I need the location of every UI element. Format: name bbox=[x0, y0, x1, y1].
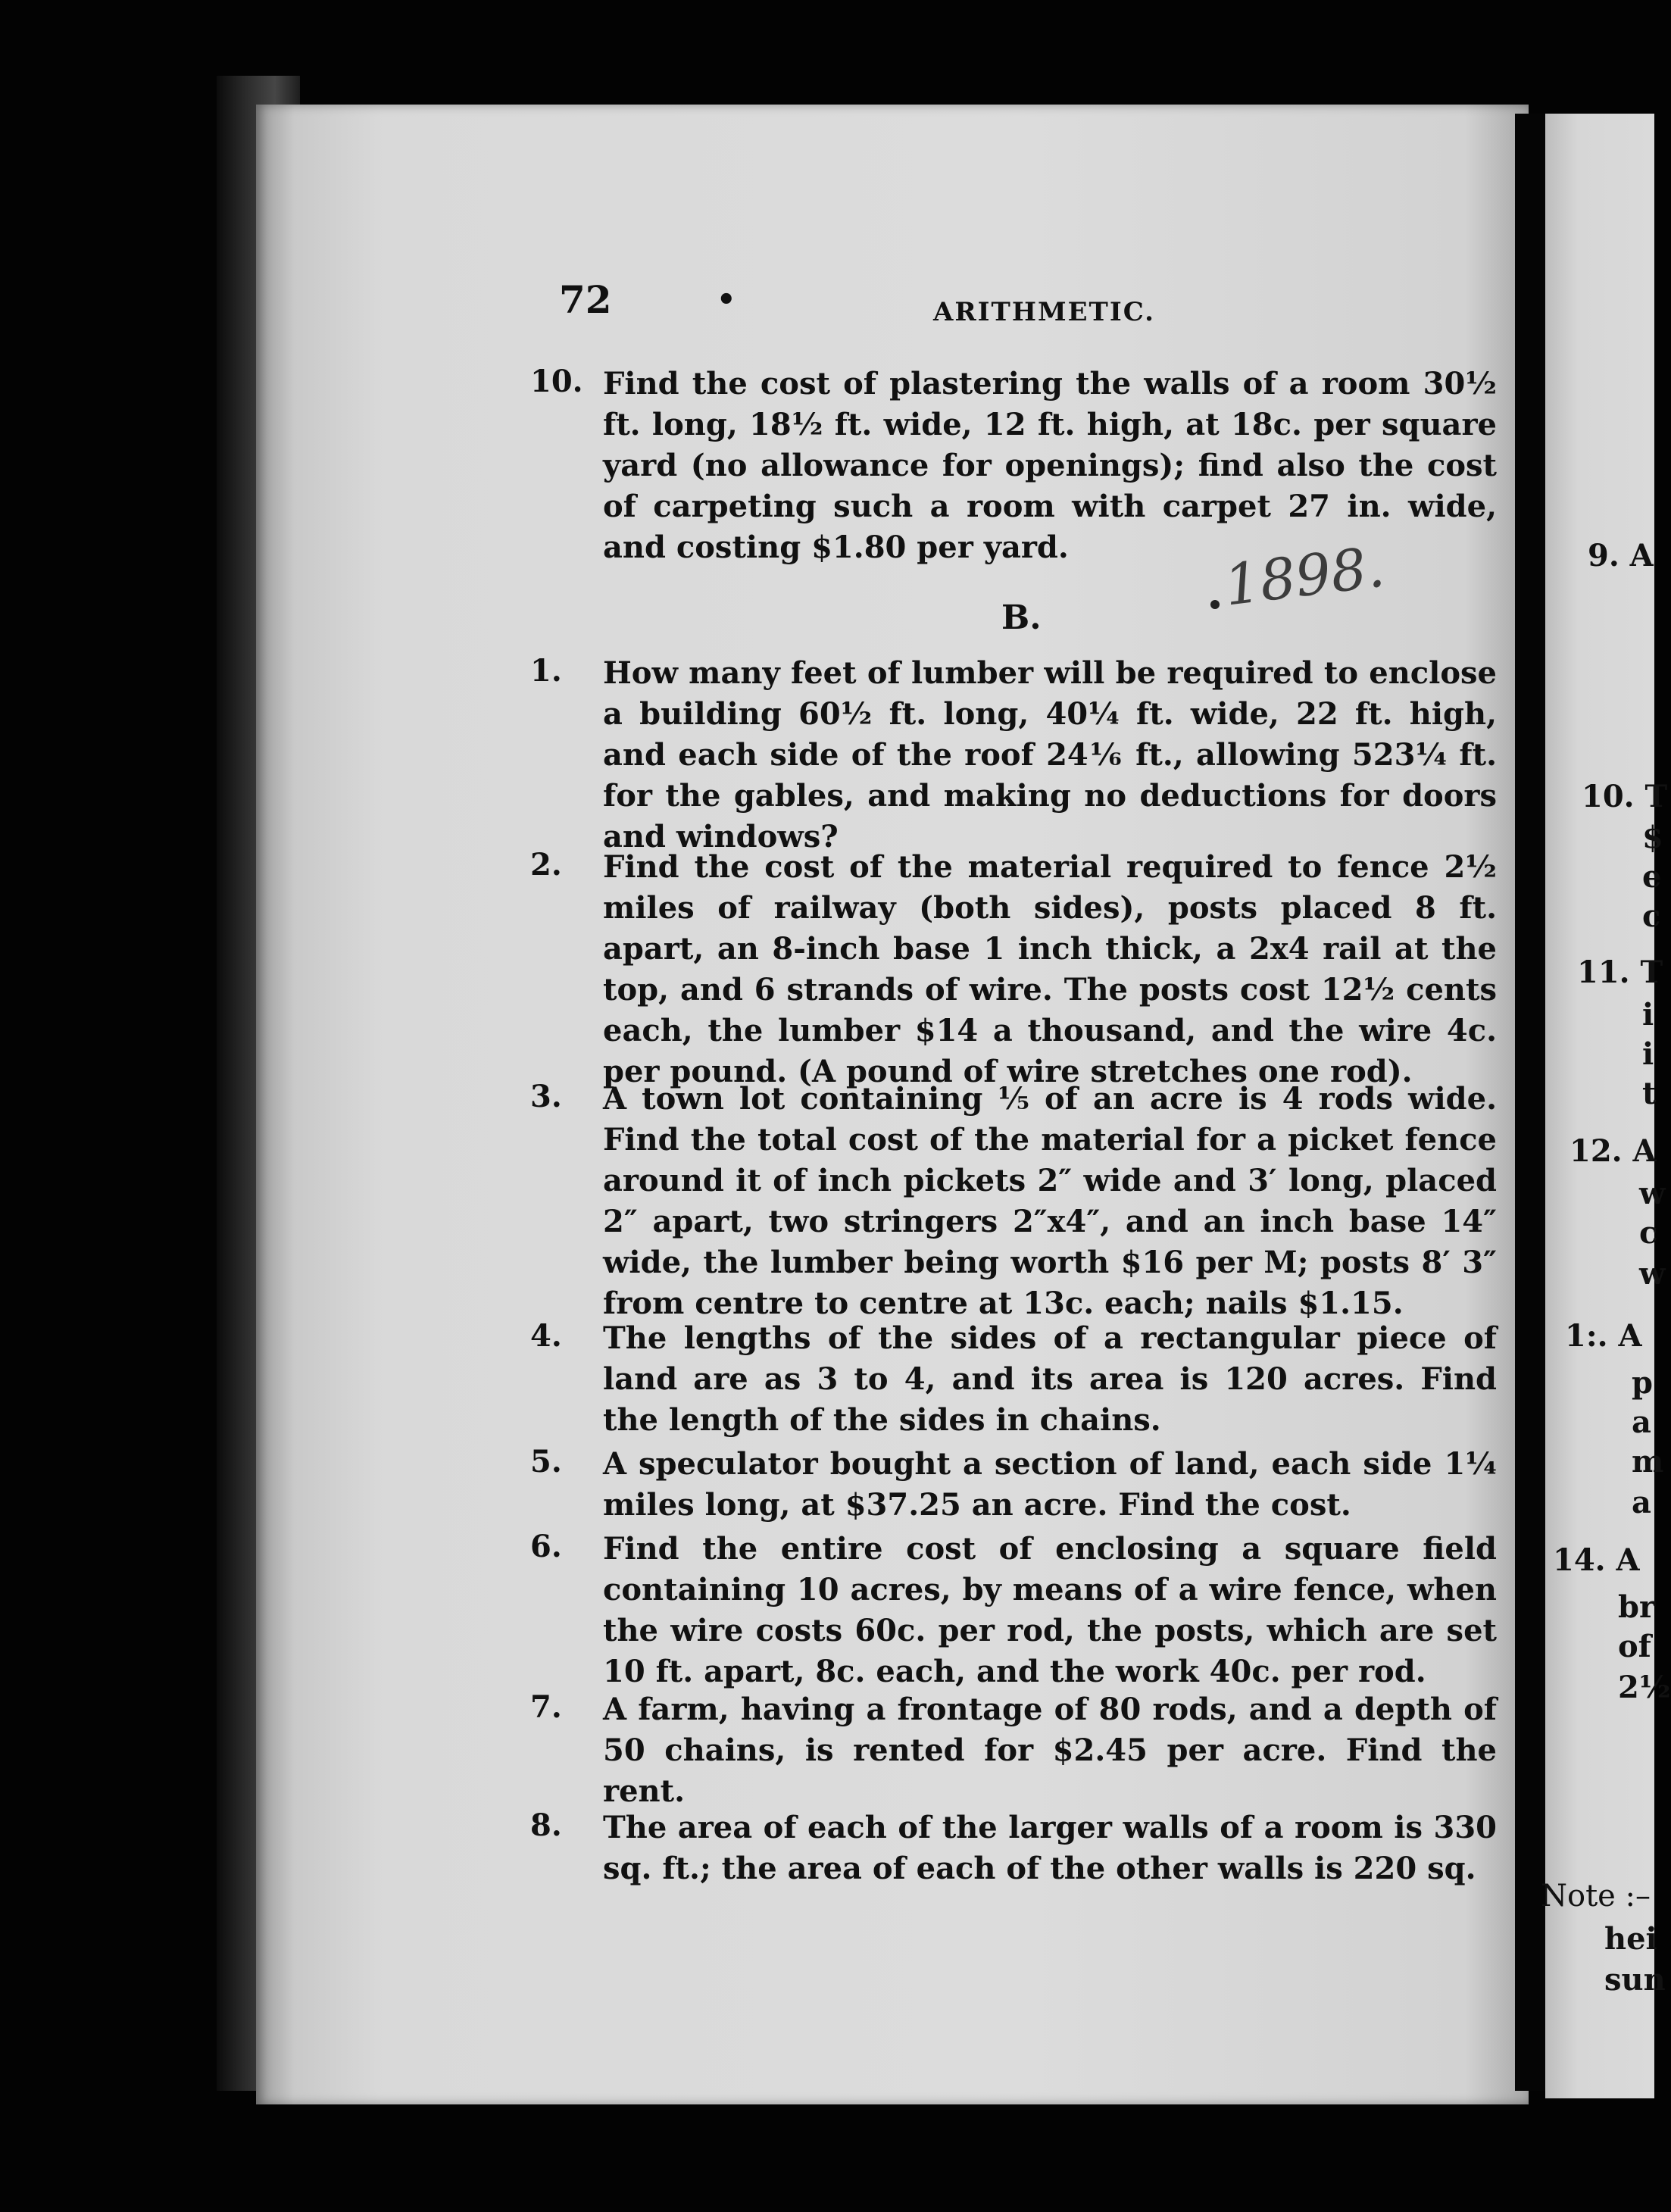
running-title: ARITHMETIC. bbox=[933, 297, 1156, 327]
fragment-text: p bbox=[1632, 1365, 1653, 1401]
problem-text: How many feet of lumber will be required to enclose a building 60½ ft. long, 40¼ ft. wide, 22 ft. high, and each side of the roof 24⅙ ft., allowing 523¼ ft. for the gables, and making no deductions for doors and windows? bbox=[603, 655, 1497, 854]
section-heading: B. bbox=[1001, 598, 1042, 637]
problem-number: 4. bbox=[530, 1318, 562, 1354]
problem-text: The area of each of the larger walls of a room is 330 sq. ft.; the area of each of the other walls is 220 sq. bbox=[603, 1810, 1497, 1886]
fragment-text: m bbox=[1632, 1444, 1664, 1479]
fragment-text: i bbox=[1642, 1036, 1654, 1072]
problem-text: A town lot containing ⅕ of an acre is 4 rods wide. Find the total cost of the material for a picket fence around it of inch pickets 2″ wide and 3′ long, placed 2″ apart, two stringers 2″x4″, and an inch base 14″ wide, the lumber being worth $16 per M; posts 8′ 3″ from centre to centre at 13c. each; nails $1.15. bbox=[603, 1081, 1497, 1321]
fragment-text: br bbox=[1618, 1589, 1656, 1625]
fragment-10: 10. T bbox=[1582, 779, 1668, 814]
problem-number: 8. bbox=[530, 1807, 562, 1843]
problem-text: A speculator bought a section of land, each side 1¼ miles long, at $37.25 an acre. Find the cost. bbox=[603, 1446, 1497, 1523]
right-page bbox=[1541, 114, 1671, 2098]
fragment-text: w bbox=[1639, 1176, 1666, 1211]
problem-number: 1. bbox=[530, 653, 562, 689]
fragment-text: of bbox=[1618, 1629, 1651, 1664]
fragment-text: t bbox=[1642, 1076, 1657, 1111]
fragment-text: 2½ bbox=[1618, 1670, 1671, 1705]
problem-number: 5. bbox=[530, 1444, 562, 1479]
problem-text: A farm, having a frontage of 80 rods, and a depth of 50 chains, is rented for $2.45 per acre. Find the rent. bbox=[603, 1692, 1497, 1809]
fragment-text: e bbox=[1642, 859, 1662, 895]
fragment-text: a bbox=[1632, 1404, 1651, 1440]
problem-number: 7. bbox=[530, 1689, 562, 1725]
fragment-11: 11. T bbox=[1577, 954, 1663, 990]
fragment-12: 12. A bbox=[1569, 1133, 1657, 1169]
header-dot: • bbox=[717, 282, 736, 317]
fragment-13: 1:. A bbox=[1565, 1318, 1642, 1354]
fragment-text: a bbox=[1632, 1485, 1651, 1520]
problem-text: Find the cost of plastering the walls of a room 30½ ft. long, 18½ ft. wide, 12 ft. high, at 18c. per square yard (no allowance for openings); find also the cost of carpeting such a room with carpet 27 in. wide, and costing $1.80 per yard. bbox=[603, 366, 1497, 565]
fragment-text: hei bbox=[1604, 1921, 1657, 1957]
page-number: 72 bbox=[559, 277, 612, 322]
problem-number: 6. bbox=[530, 1529, 562, 1564]
fragment-9: 9. A bbox=[1588, 538, 1654, 573]
problem-number: 2. bbox=[530, 847, 562, 883]
fragment-text: w bbox=[1639, 1256, 1666, 1292]
fragment-text: c bbox=[1639, 1215, 1658, 1251]
fragment-text: i bbox=[1642, 997, 1654, 1033]
problem-text: The lengths of the sides of a rectangular piece of land are as 3 to 4, and its area is 120 acres. Find the length of the sides in chains. bbox=[603, 1320, 1497, 1438]
fragment-14: 14. A bbox=[1553, 1542, 1640, 1578]
handwritten-note: 1898. bbox=[1220, 534, 1388, 619]
fragment-text: c bbox=[1642, 898, 1661, 934]
note-fragment: Note :– bbox=[1541, 1879, 1651, 1914]
problem-text: Find the entire cost of enclosing a square field containing 10 acres, by means of a wire fence, when the wire costs 60c. per rod, the posts, which are set 10 ft. apart, 8c. each, and the work 40c. per rod. bbox=[603, 1531, 1497, 1689]
page-gutter bbox=[1515, 114, 1545, 2091]
ink-dot bbox=[1210, 600, 1220, 609]
problem-number: 3. bbox=[530, 1079, 562, 1114]
problem-number: 10. bbox=[530, 364, 583, 399]
fragment-text: $ bbox=[1642, 820, 1663, 855]
problem-text: Find the cost of the material required to fence 2½ miles of railway (both sides), posts placed 8 ft. apart, an 8-inch base 1 inch thick, a 2x4 rail at the top, and 6 strands of wire. The posts cost 12½ cents each, the lumber $14 a thousand, and the wire 4c. per pound. (A pound of wire stretches one rod). bbox=[603, 849, 1497, 1089]
fragment-text: sun bbox=[1604, 1962, 1666, 1998]
